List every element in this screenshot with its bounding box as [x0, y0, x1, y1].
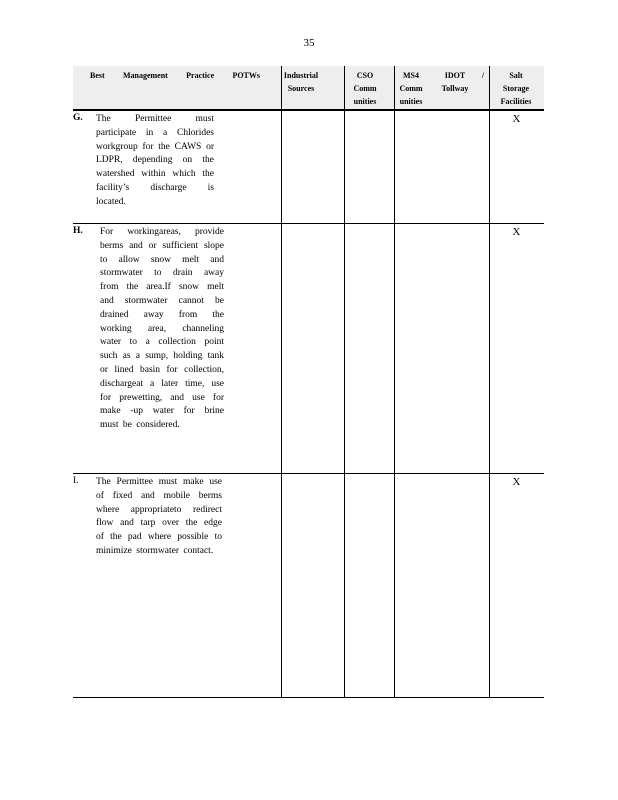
header-bmp: [90, 69, 260, 82]
column-divider: [489, 66, 490, 698]
row-text: The Permittee must participate in a Chlorides workgroup for the CAWS or LDPR, depending on the watershed within which the facility’s discharge is located.: [96, 114, 214, 207]
row-letter: H.: [73, 226, 83, 236]
row-divider: [73, 473, 544, 474]
header-idot-tollway: IDOT Tollway: [441, 71, 469, 93]
column-divider: [394, 66, 395, 698]
header-idot-slash: /: [481, 71, 485, 80]
row-letter: G.: [73, 113, 83, 123]
header-cso-communities: CSO Comm unities: [353, 71, 377, 106]
row-divider: [73, 223, 544, 224]
column-divider: [281, 66, 282, 698]
header-bmp-word: Best: [90, 71, 105, 80]
row-mark: X: [512, 226, 521, 238]
header-bmp-word: Practice: [186, 71, 215, 80]
row-letter: I.: [73, 476, 79, 486]
page-number: 35: [303, 37, 315, 49]
row-text: The Permittee must make use of fixed and mobile berms where appropriateto redirect flow and tarp over the edge of the pad where possible to minimize stormwater contact.: [96, 477, 222, 556]
header-industrial-sources: Industrial Sources: [283, 71, 319, 93]
header-rule: [73, 109, 544, 111]
row-text: For workingareas, provide berms and or sufficient slope to allow snow melt and stormwater to drain away from the area.If snow melt and stormwater cannot be drained away from the working area, channeling water to a collection point such as a sump, holding tank or lined basin for collection, dischargeat a later time, use for prewetting, and use for make -up water for brine must be considered.: [100, 227, 224, 431]
header-salt-storage: Salt Storage Facilities: [500, 71, 532, 106]
row-mark: X: [512, 113, 521, 125]
table-bottom-rule: [73, 697, 544, 698]
header-potws: POTWs: [232, 71, 260, 80]
header-bmp-word: Management: [122, 71, 168, 80]
header-ms4-communities: MS4 Comm unities: [399, 71, 423, 106]
column-divider: [344, 66, 345, 698]
row-mark: X: [512, 476, 521, 488]
